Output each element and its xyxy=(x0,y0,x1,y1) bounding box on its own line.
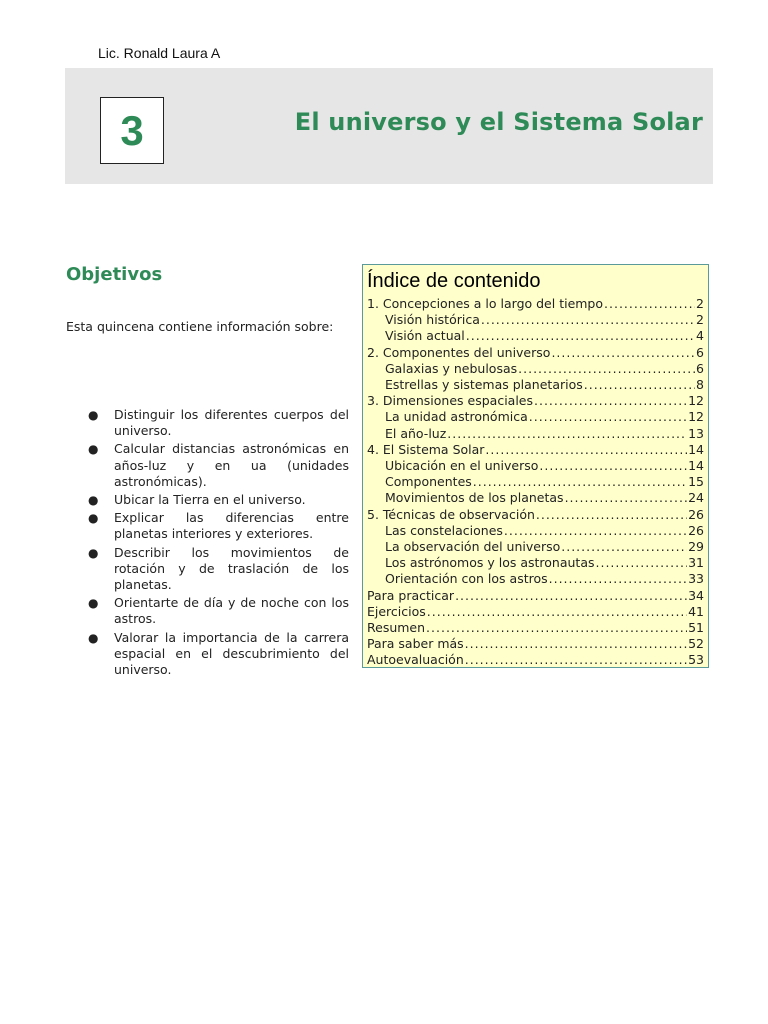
toc-leader-dots xyxy=(565,490,688,506)
table-of-contents xyxy=(362,264,709,668)
objective-item xyxy=(66,545,349,594)
toc-entry-label: La observación del universo xyxy=(385,539,561,555)
toc-entry[interactable] xyxy=(367,571,704,587)
toc-entry[interactable] xyxy=(367,409,704,425)
toc-entry-page: 51 xyxy=(688,620,704,636)
toc-entry[interactable] xyxy=(367,620,704,636)
toc-leader-dots xyxy=(604,296,695,312)
toc-entry-label: 1. Concepciones a lo largo del tiempo xyxy=(367,296,604,311)
toc-entry-page: 26 xyxy=(688,506,704,522)
bullet-icon: ● xyxy=(88,630,99,645)
toc-leader-dots xyxy=(584,377,695,393)
toc-entry-page: 31 xyxy=(688,555,704,571)
toc-entry[interactable] xyxy=(367,555,704,571)
toc-leader-dots xyxy=(427,604,687,620)
toc-entry[interactable] xyxy=(367,328,704,344)
objective-text: Explicar las diferencias entre planetas interiores y exteriores. xyxy=(114,510,349,542)
toc-entry-page: 15 xyxy=(688,474,704,490)
toc-entry[interactable] xyxy=(367,523,704,539)
toc-leader-dots xyxy=(596,555,688,571)
toc-entry-label: Visión actual xyxy=(385,328,465,344)
objective-text: Calcular distancias astronómicas en años-luz y en ua (unidades astronómicas). xyxy=(114,441,349,489)
toc-entry-label: Orientación con los astros xyxy=(385,571,548,587)
chapter-banner xyxy=(65,68,713,184)
toc-entry-page: 8 xyxy=(696,377,704,393)
bullet-icon: ● xyxy=(88,493,99,508)
toc-entry-label: 4. El Sistema Solar xyxy=(367,441,485,457)
toc-entry-label: Autoevaluación xyxy=(367,652,464,668)
toc-entry-page: 14 xyxy=(688,458,704,474)
toc-leader-dots xyxy=(561,539,687,555)
author-name: Lic. Ronald Laura A xyxy=(98,45,221,61)
toc-entry[interactable] xyxy=(367,426,704,442)
objective-item xyxy=(66,441,349,490)
toc-leader-dots xyxy=(473,474,687,490)
toc-entry-page: 6 xyxy=(696,344,704,360)
objective-text: Valorar la importancia de la carrera espacial en el descubrimiento del universo. xyxy=(114,629,349,678)
toc-entry-label: Movimientos de los planetas xyxy=(385,490,564,506)
toc-entry[interactable] xyxy=(367,507,704,523)
toc-entry-label: Para practicar xyxy=(367,587,455,603)
toc-entry[interactable] xyxy=(367,393,704,409)
toc-entry-label: Para saber más xyxy=(367,636,464,652)
toc-entry[interactable] xyxy=(367,296,704,312)
toc-entry-label: 5. Técnicas de observación xyxy=(367,506,535,522)
toc-entry[interactable] xyxy=(367,636,704,652)
objective-item xyxy=(66,595,349,627)
toc-entry-page: 24 xyxy=(688,490,704,506)
toc-entry-page: 33 xyxy=(688,571,704,587)
toc-entry[interactable] xyxy=(367,588,704,604)
toc-entry[interactable] xyxy=(367,474,704,490)
toc-leader-dots xyxy=(518,361,695,377)
bullet-icon: ● xyxy=(88,442,99,457)
toc-entry[interactable] xyxy=(367,652,704,668)
toc-leader-dots xyxy=(536,507,687,523)
toc-entry-page: 6 xyxy=(696,360,704,376)
toc-entry[interactable] xyxy=(367,361,704,377)
toc-entry-label: Ejercicios xyxy=(367,603,426,619)
objective-item xyxy=(66,630,349,679)
toc-entry[interactable] xyxy=(367,458,704,474)
toc-leader-dots xyxy=(466,328,695,344)
toc-entry[interactable] xyxy=(367,442,704,458)
bullet-icon: ● xyxy=(88,596,99,611)
objective-item xyxy=(66,492,349,508)
toc-leader-dots xyxy=(534,393,687,409)
toc-entry-page: 2 xyxy=(696,296,704,311)
toc-entry-label: Resumen xyxy=(367,620,426,636)
toc-entry-label: 2. Componentes del universo xyxy=(367,344,551,360)
chapter-title: El universo y el Sistema Solar xyxy=(294,108,703,136)
objective-item xyxy=(66,510,349,542)
objectives-list xyxy=(66,407,349,680)
objectives-heading: Objetivos xyxy=(66,264,163,285)
bullet-icon: ● xyxy=(88,545,99,560)
toc-entry-page: 34 xyxy=(688,587,704,603)
toc-entry-label: El año-luz xyxy=(385,425,447,441)
toc-entry-page: 29 xyxy=(688,539,704,555)
toc-entry-page: 26 xyxy=(688,522,704,538)
objectives-intro: Esta quincena contiene información sobre: xyxy=(66,319,334,334)
toc-leader-dots xyxy=(551,345,695,361)
toc-entry[interactable] xyxy=(367,604,704,620)
toc-entry-label: Estrellas y sistemas planetarios xyxy=(385,377,583,393)
toc-leader-dots xyxy=(481,312,695,328)
toc-title: Índice de contenido xyxy=(367,270,541,292)
toc-entry[interactable] xyxy=(367,490,704,506)
objective-item xyxy=(66,407,349,439)
toc-entry-page: 52 xyxy=(688,636,704,652)
toc-entry[interactable] xyxy=(367,377,704,393)
toc-entry-label: Las constelaciones xyxy=(385,522,503,538)
toc-entry-label: Visión histórica xyxy=(385,312,480,328)
toc-entry[interactable] xyxy=(367,345,704,361)
toc-entry-label: Galaxias y nebulosas xyxy=(385,360,518,376)
toc-leader-dots xyxy=(504,523,687,539)
toc-entry-label: Componentes xyxy=(385,474,472,490)
toc-leader-dots xyxy=(426,620,687,636)
toc-leader-dots xyxy=(549,571,687,587)
toc-entry-page: 2 xyxy=(696,312,704,328)
toc-entry-page: 53 xyxy=(688,652,704,668)
toc-leader-dots xyxy=(465,652,687,668)
toc-leader-dots xyxy=(529,409,687,425)
toc-entry[interactable] xyxy=(367,312,704,328)
toc-entry[interactable] xyxy=(367,539,704,555)
toc-entry-page: 4 xyxy=(696,328,704,344)
toc-leader-dots xyxy=(455,588,687,604)
toc-entry-page: 12 xyxy=(688,393,704,409)
toc-entries xyxy=(367,296,704,669)
bullet-icon: ● xyxy=(88,408,99,422)
objective-text: Distinguir los diferentes cuerpos del universo. xyxy=(114,407,349,439)
toc-entry-label: La unidad astronómica xyxy=(385,409,528,425)
toc-entry-page: 14 xyxy=(688,441,704,457)
toc-entry-label: Los astrónomos y los astronautas xyxy=(385,555,595,571)
bullet-icon: ● xyxy=(88,511,99,526)
toc-entry-label: Ubicación en el universo xyxy=(385,458,539,474)
toc-leader-dots xyxy=(539,458,687,474)
toc-entry-page: 41 xyxy=(688,603,704,619)
toc-leader-dots xyxy=(447,426,687,442)
toc-entry-label: 3. Dimensiones espaciales xyxy=(367,393,533,409)
toc-leader-dots xyxy=(485,442,687,458)
toc-entry-page: 12 xyxy=(688,409,704,425)
chapter-number: 3 xyxy=(100,97,164,164)
objective-text: Ubicar la Tierra en el universo. xyxy=(114,492,306,508)
toc-leader-dots xyxy=(465,636,687,652)
toc-entry-page: 13 xyxy=(688,425,704,441)
objective-text: Orientarte de día y de noche con los astros. xyxy=(114,595,349,627)
objective-text: Describir los movimientos de rotación y de traslación de los planetas. xyxy=(114,544,349,593)
